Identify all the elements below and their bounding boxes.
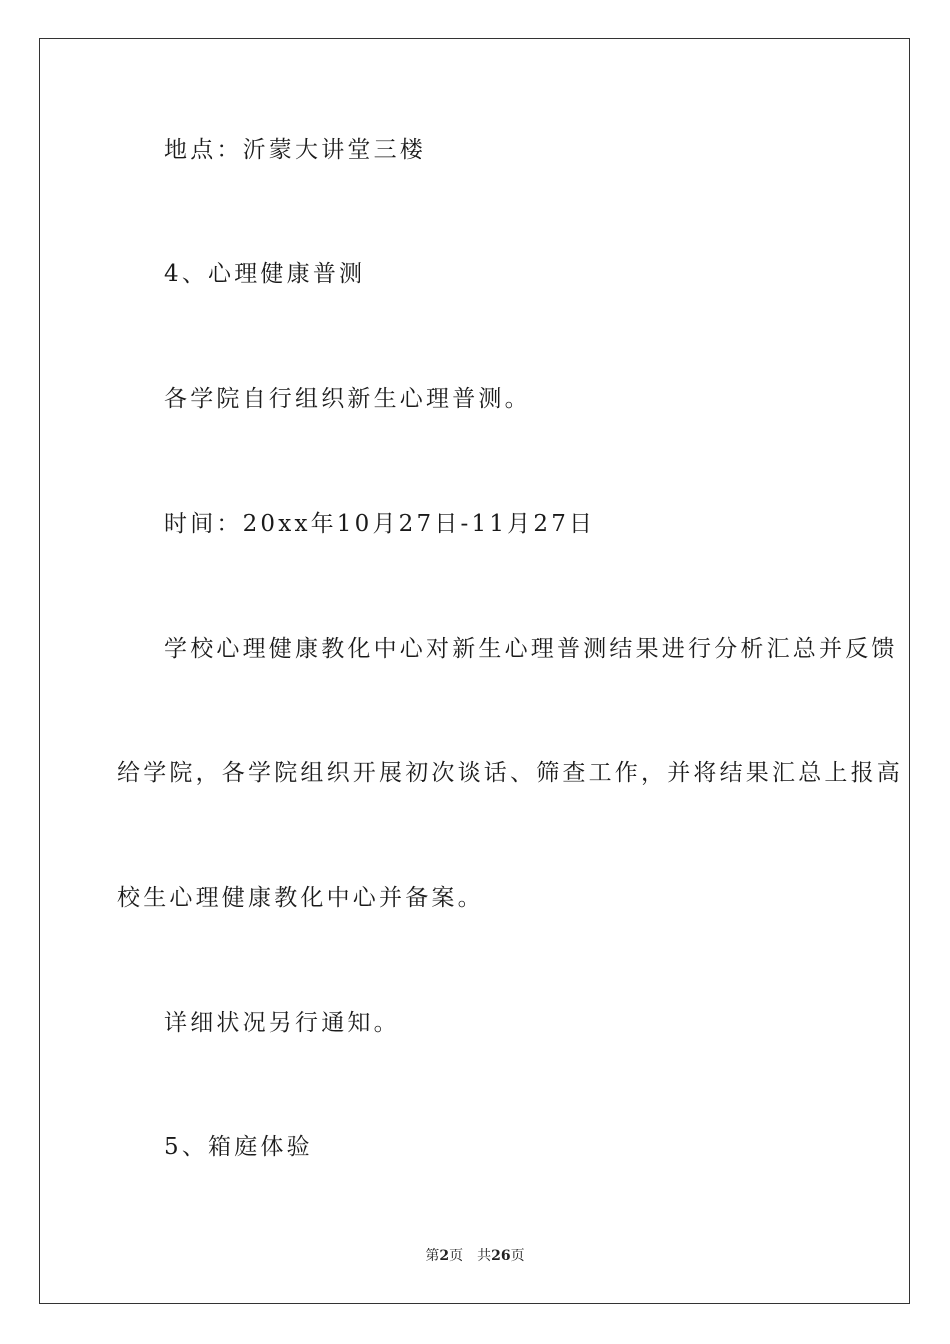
section-heading-4: 4、心理健康普测 — [164, 261, 366, 287]
footer-page-prefix: 第 — [425, 1248, 440, 1264]
paragraph-line: 校生心理健康教化中心并备案。 — [117, 885, 484, 911]
paragraph-line: 学校心理健康教化中心对新生心理普测结果进行分析汇总并反馈 — [164, 636, 898, 662]
footer-total-prefix: 共 — [477, 1248, 492, 1264]
paragraph-line: 给学院，各学院组织开展初次谈话、筛查工作，并将结果汇总上报高 — [117, 760, 903, 786]
page-footer — [0, 1246, 950, 1266]
footer-page-number: 2 — [439, 1248, 450, 1264]
footer-total-suffix: 页 — [510, 1248, 525, 1264]
location-line: 地点：沂蒙大讲堂三楼 — [164, 137, 426, 163]
time-line: 时间：20xx年10月27日-11月27日 — [164, 511, 596, 537]
paragraph-line: 详细状况另行通知。 — [164, 1010, 400, 1036]
footer-total-pages: 26 — [491, 1248, 511, 1264]
section-heading-5: 5、箱庭体验 — [164, 1134, 313, 1160]
paragraph-line: 各学院自行组织新生心理普测。 — [164, 386, 531, 412]
footer-page-suffix: 页 — [449, 1248, 464, 1264]
page-border — [39, 38, 910, 1304]
